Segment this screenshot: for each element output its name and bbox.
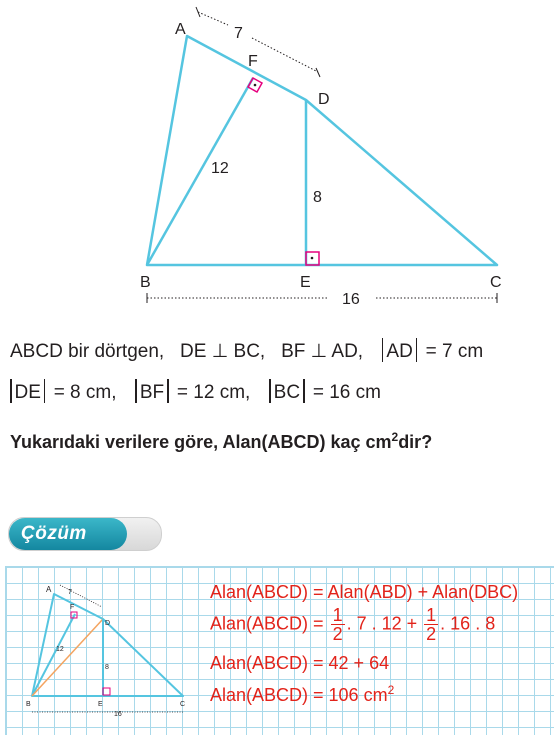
statement-bc-name: BC — [273, 382, 301, 403]
solution-line-2: Alan(ABCD) = $\frac{1}{2}$ . 7 . 12 + $\frac{1}{2}$ . 16 . 8 — [210, 605, 496, 644]
mini-label-c: C — [180, 701, 186, 708]
fraction-half-1: $\frac{1}{2}$ — [332, 605, 343, 644]
question-text: Yukarıdaki verilere göre, Alan(ABCD) kaç $cm^2dir$? — [10, 430, 433, 452]
quadrilateral-abcd — [147, 36, 497, 265]
solution-tab-label: Çözüm — [21, 523, 87, 544]
mini-label-d: D — [105, 620, 111, 627]
mini-label-f: F — [70, 604, 75, 611]
statement-quadrilateral: ABCD bir dörtgen, — [10, 341, 165, 362]
statement-de-name: DE — [14, 382, 41, 403]
mini-length-ad: 7 — [68, 589, 72, 596]
vertex-label-f: F — [248, 53, 258, 70]
length-label-ad: 7 — [234, 25, 243, 42]
solution-tab — [8, 517, 162, 551]
question-superscript: 2 — [391, 430, 399, 444]
statement-bf-name: BF — [139, 382, 165, 403]
mini-label-a: A — [46, 585, 52, 594]
ad-measure-line — [196, 7, 320, 77]
vertex-label-d: D — [318, 91, 330, 108]
statement-bf-perp: BF ⊥ AD, — [281, 341, 364, 362]
mini-label-b: B — [26, 701, 31, 708]
statement-line-1 — [10, 338, 483, 363]
solution-superscript: 2 — [387, 683, 395, 697]
mini-figure — [8, 572, 198, 722]
statement-ad-name: AD — [386, 341, 413, 362]
fraction-half-2: $\frac{1}{2}$ — [426, 605, 437, 644]
statement-line-2 — [10, 379, 381, 404]
mini-length-bc: 16 — [114, 711, 122, 718]
mini-label-e: E — [98, 701, 103, 708]
mini-length-de: 8 — [105, 664, 109, 671]
vertex-label-a: A — [175, 21, 186, 38]
vertex-label-c: C — [490, 274, 502, 291]
bc-measure-line — [147, 293, 497, 303]
length-label-bf: 12 — [211, 160, 229, 177]
main-figure — [0, 0, 556, 320]
length-label-bc: 16 — [342, 291, 360, 308]
vertex-label-e: E — [300, 274, 311, 291]
statement-de-perp: DE ⊥ BC, — [180, 341, 266, 362]
solution-line-1: Alan(ABCD) = Alan(ABD) + Alan(DBC) — [210, 582, 519, 602]
vertex-label-b: B — [140, 274, 151, 291]
statement-de-value: = 8 cm, — [53, 382, 117, 403]
solution-line-4: Alan(ABCD) = 106 $cm^2$ — [210, 683, 395, 705]
statement-ad-value: = 7 cm — [425, 341, 484, 362]
right-angle-marker-e — [306, 252, 319, 265]
statement-bc-value: = 16 cm — [312, 382, 381, 403]
mini-length-bf: 12 — [56, 646, 64, 653]
length-label-de: 8 — [313, 189, 322, 206]
statement-bf-value: = 12 cm, — [176, 382, 251, 403]
solution-line-3: Alan(ABCD) = 42 + 64 — [210, 653, 390, 673]
